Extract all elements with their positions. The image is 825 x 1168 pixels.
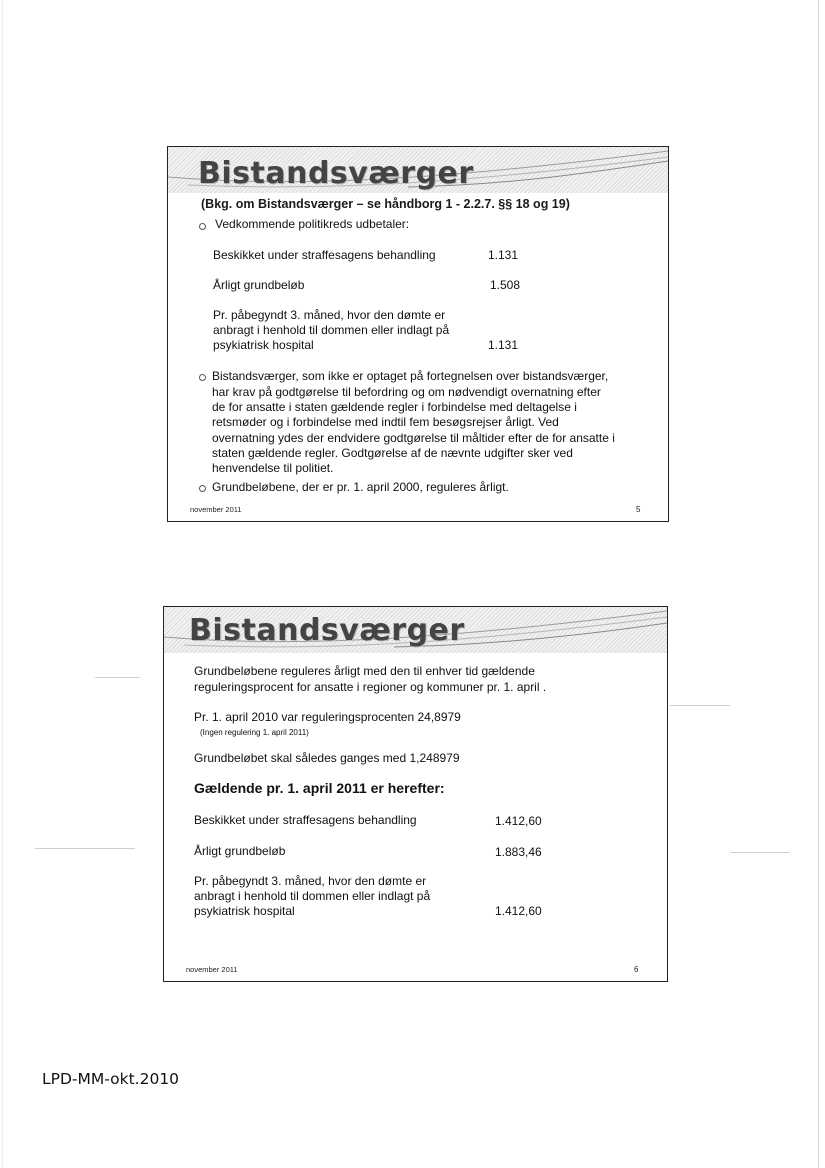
bullet-text-line: henvendelse til politiet. xyxy=(212,461,334,475)
bullet-text: Grundbeløbene, der er pr. 1. april 2000, reguleres årligt. xyxy=(212,480,509,494)
rate-value: 1.883,46 xyxy=(495,845,542,859)
intro-text-line: reguleringsprocent for ansatte i regioner og kommuner pr. 1. april . xyxy=(194,680,547,694)
rate-label: Årligt grundbeløb xyxy=(213,278,305,292)
rate-value: 1.412,60 xyxy=(495,904,542,918)
rate-value: 1.131 xyxy=(488,338,519,352)
slide-title: Bistandsværger xyxy=(198,156,474,191)
rate-label-line: psykiatrisk hospital xyxy=(213,338,314,352)
scan-edge-right xyxy=(818,0,819,1168)
footer-date: november 2011 xyxy=(186,965,238,974)
rate-value: 1.508 xyxy=(490,278,521,292)
section-heading: Gældende pr. 1. april 2011 er herefter: xyxy=(194,780,445,796)
rate-label: Årligt grundbeløb xyxy=(194,844,286,858)
bullet-text-line: har krav på godtgørelse til befordring og om nødvendigt overnatning efter xyxy=(212,385,601,399)
slide-5 xyxy=(167,146,669,522)
slide-number: 5 xyxy=(636,505,641,514)
bullet-text: Vedkommende politikreds udbetaler: xyxy=(215,217,410,231)
scan-edge-left xyxy=(2,0,3,1168)
bullet-text-line: de for ansatte i staten gældende regler i forbindelse med deltagelse i xyxy=(212,400,577,414)
rate-label-line: anbragt i henhold til dommen eller indlagt på xyxy=(213,323,450,337)
scan-artifact xyxy=(670,705,730,706)
rate-value: 1.131 xyxy=(488,248,519,262)
slide-number: 6 xyxy=(634,965,639,974)
bullet-text-line: Bistandsværger, som ikke er optaget på fortegnelsen over bistandsværger, xyxy=(212,369,609,383)
rate-value: 1.412,60 xyxy=(495,814,542,828)
scan-artifact xyxy=(35,848,135,849)
scan-artifact xyxy=(95,677,140,678)
bullet-text-line: overnatning ydes der endvidere godtgørelse til måltider efter de for ansatte i xyxy=(212,431,615,445)
slide-title: Bistandsværger xyxy=(189,613,465,648)
footer-date: november 2011 xyxy=(190,505,242,514)
rate-line: Pr. 1. april 2010 var reguleringsprocenten 24,8979 xyxy=(194,710,461,724)
document-label: LPD-MM-okt.2010 xyxy=(42,1070,180,1088)
rate-label-line: psykiatrisk hospital xyxy=(194,904,295,918)
bullet-icon xyxy=(199,485,206,492)
rate-label-line: Pr. påbegyndt 3. måned, hvor den dømte er xyxy=(213,308,446,322)
rate-label: Beskikket under straffesagens behandling xyxy=(213,248,436,262)
bullet-icon xyxy=(199,223,206,230)
rate-note: (Ingen regulering 1. april 2011) xyxy=(200,728,309,737)
bullet-icon xyxy=(199,374,206,381)
slide-6 xyxy=(163,606,668,982)
rate-label: Beskikket under straffesagens behandling xyxy=(194,813,417,827)
scan-artifact xyxy=(730,852,790,853)
rate-label-line: anbragt i henhold til dommen eller indlagt på xyxy=(194,889,431,903)
multiply-line: Grundbeløbet skal således ganges med 1,248979 xyxy=(194,751,460,765)
rate-label-line: Pr. påbegyndt 3. måned, hvor den dømte er xyxy=(194,874,427,888)
bullet-text-line: retsmøder og i forbindelse med indtil fem besøgsrejser årligt. Ved xyxy=(212,415,559,429)
bullet-text-line: staten gældende regler. Godtgørelse af de nævnte udgifter sker ved xyxy=(212,446,573,460)
intro-text-line: Grundbeløbene reguleres årligt med den til enhver tid gældende xyxy=(194,664,535,678)
slide-subtitle: (Bkg. om Bistandsværger – se håndborg 1 - 2.2.7. §§ 18 og 19) xyxy=(201,197,570,211)
